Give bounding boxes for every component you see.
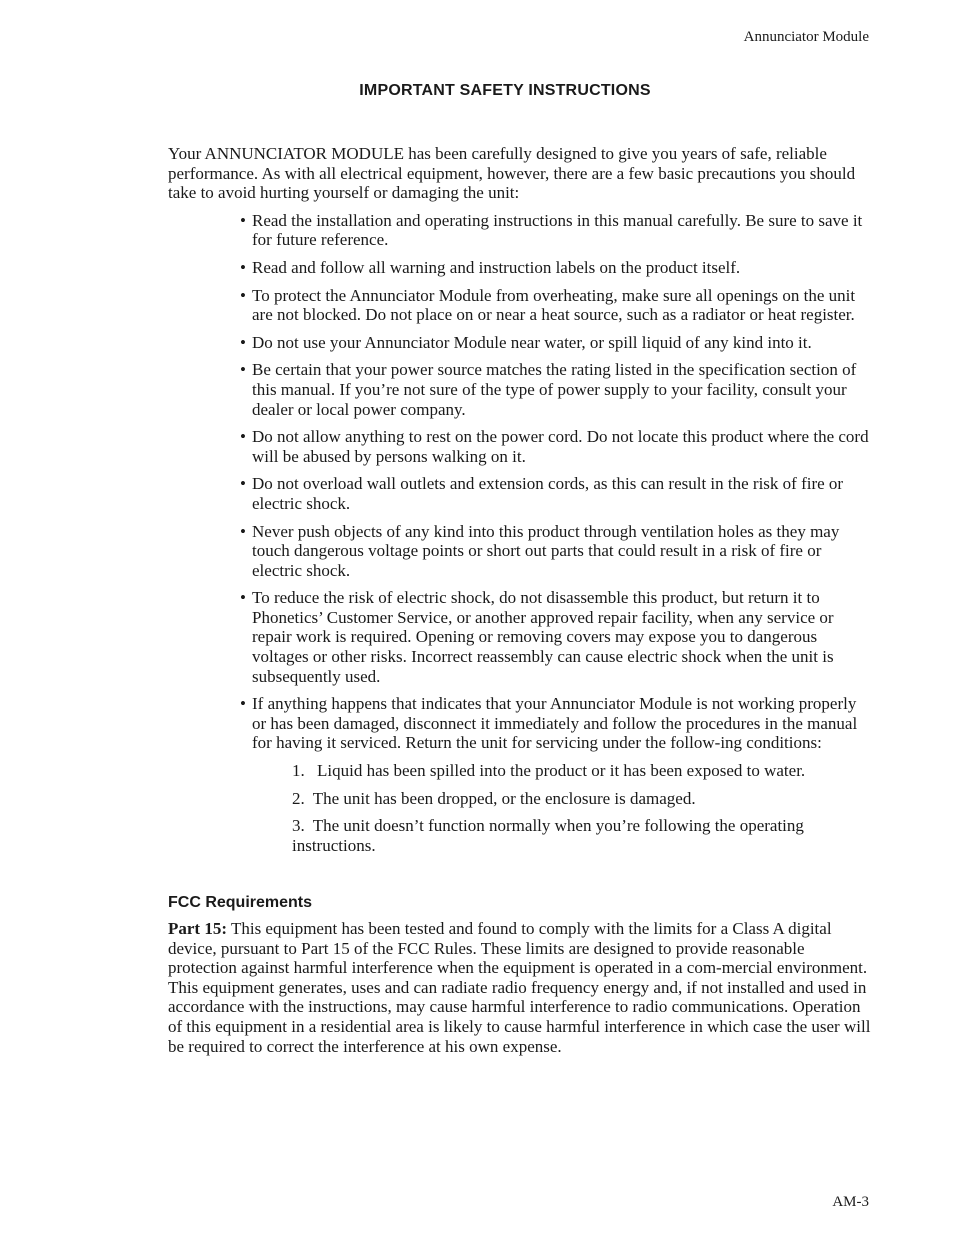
bullet-icon: •: [240, 474, 246, 494]
safety-item: [240, 211, 874, 250]
safety-item-text: Do not use your Annunciator Module near water, or spill liquid of any kind into it.: [252, 332, 812, 352]
bullet-icon: •: [240, 257, 246, 277]
safety-item-text: If anything happens that indicates that your Annunciator Module is not working properly or has been damaged, disconnect it immediately and follow the procedures in the manual for having it serviced. Return the unit for servicing under the follow-ing conditions:: [252, 694, 858, 753]
fcc-heading: FCC Requirements: [168, 894, 313, 912]
safety-item-text: Be certain that your power source matches the rating listed in the specification section of this manual. If you’re not sure of the type of power supply to your facility, consult your dealer or local power company.: [252, 360, 857, 419]
safety-item-text: To protect the Annunciator Module from overheating, make sure all openings on the unit are not blocked. Do not place on or near a heat source, such as a radiator or heat register.: [252, 285, 856, 325]
bullet-icon: •: [240, 521, 246, 541]
fcc-body-text: This equipment has been tested and found to comply with the limits for a Class A digital device, pursuant to Part 15 of the FCC Rules. These limits are designed to provide reasonable protection against harmful interference when the equipment is operated in a com-mercial environment. This equipment generates, uses and can radiate radio frequency energy and, if not installed and used in accordance with the instructions, may cause harmful interference to radio communications. Operation of this equipment in a residential area is likely to cause harmful interference in which case the user will be required to correct the interference at his own expense.: [168, 919, 871, 1056]
bullet-icon: •: [240, 285, 246, 305]
service-conditions-list: [252, 761, 874, 855]
safety-item-text: Read the installation and operating instructions in this manual carefully. Be sure to save it for future reference.: [252, 210, 863, 250]
bullet-icon: •: [240, 427, 246, 447]
safety-item: [240, 522, 874, 581]
fcc-paragraph: [168, 919, 874, 1056]
condition-number: 3.: [292, 816, 305, 836]
running-header: Annunciator Module: [743, 29, 869, 45]
fcc-part-label: Part 15:: [168, 919, 228, 938]
bullet-icon: •: [240, 210, 246, 230]
main-content: [168, 144, 874, 1056]
safety-list: [168, 211, 874, 856]
safety-item-text: Read and follow all warning and instruction labels on the product itself.: [252, 257, 741, 277]
condition-number: 2.: [292, 788, 305, 808]
bullet-icon: •: [240, 332, 246, 352]
condition-item: [280, 761, 874, 781]
safety-item: [240, 333, 874, 353]
safety-item: [240, 286, 874, 325]
safety-item-text: Never push objects of any kind into this product through ventilation holes as they may touch dangerous voltage points or short out parts that could result in a risk of fire or electric shock.: [252, 521, 840, 580]
condition-item: [280, 816, 874, 855]
bullet-icon: •: [240, 360, 246, 380]
intro-paragraph: Your ANNUNCIATOR MODULE has been carefully designed to give you years of safe, reliable performance. As with all electrical equipment, however, there are a few basic precautions you should take to avoid hurting yourself or damaging the unit:: [168, 144, 856, 203]
safety-item: [240, 588, 874, 686]
condition-item: [280, 789, 874, 809]
condition-text: The unit has been dropped, or the enclosure is damaged.: [312, 788, 696, 808]
condition-text: The unit doesn’t function normally when you’re following the operating instructions.: [292, 816, 804, 855]
safety-item: [240, 474, 874, 513]
bullet-icon: •: [240, 694, 246, 714]
safety-item-text: Do not overload wall outlets and extension cords, as this can result in the risk of fire or electric shock.: [252, 474, 844, 513]
safety-item: [240, 258, 874, 278]
safety-item: [240, 694, 874, 855]
page-title: IMPORTANT SAFETY INSTRUCTIONS: [359, 82, 651, 99]
bullet-icon: •: [240, 588, 246, 608]
page-number: AM-3: [832, 1194, 869, 1210]
safety-item: [240, 427, 874, 466]
safety-item: [240, 360, 874, 419]
safety-item-text: To reduce the risk of electric shock, do not disassemble this product, but return it to Phonetics’ Customer Service, or another approved repair facility, when any service or repair work is required. Opening or removing covers may expose you to dangerous voltages or other risks. Incorrect reassembly can cause electric shock when the unit is subsequently used.: [252, 588, 834, 686]
safety-item-text: Do not allow anything to rest on the power cord. Do not locate this product where the cord will be abused by persons walking on it.: [252, 427, 869, 466]
condition-text: Liquid has been spilled into the product or it has been exposed to water.: [312, 761, 806, 781]
condition-number: 1.: [292, 761, 305, 781]
